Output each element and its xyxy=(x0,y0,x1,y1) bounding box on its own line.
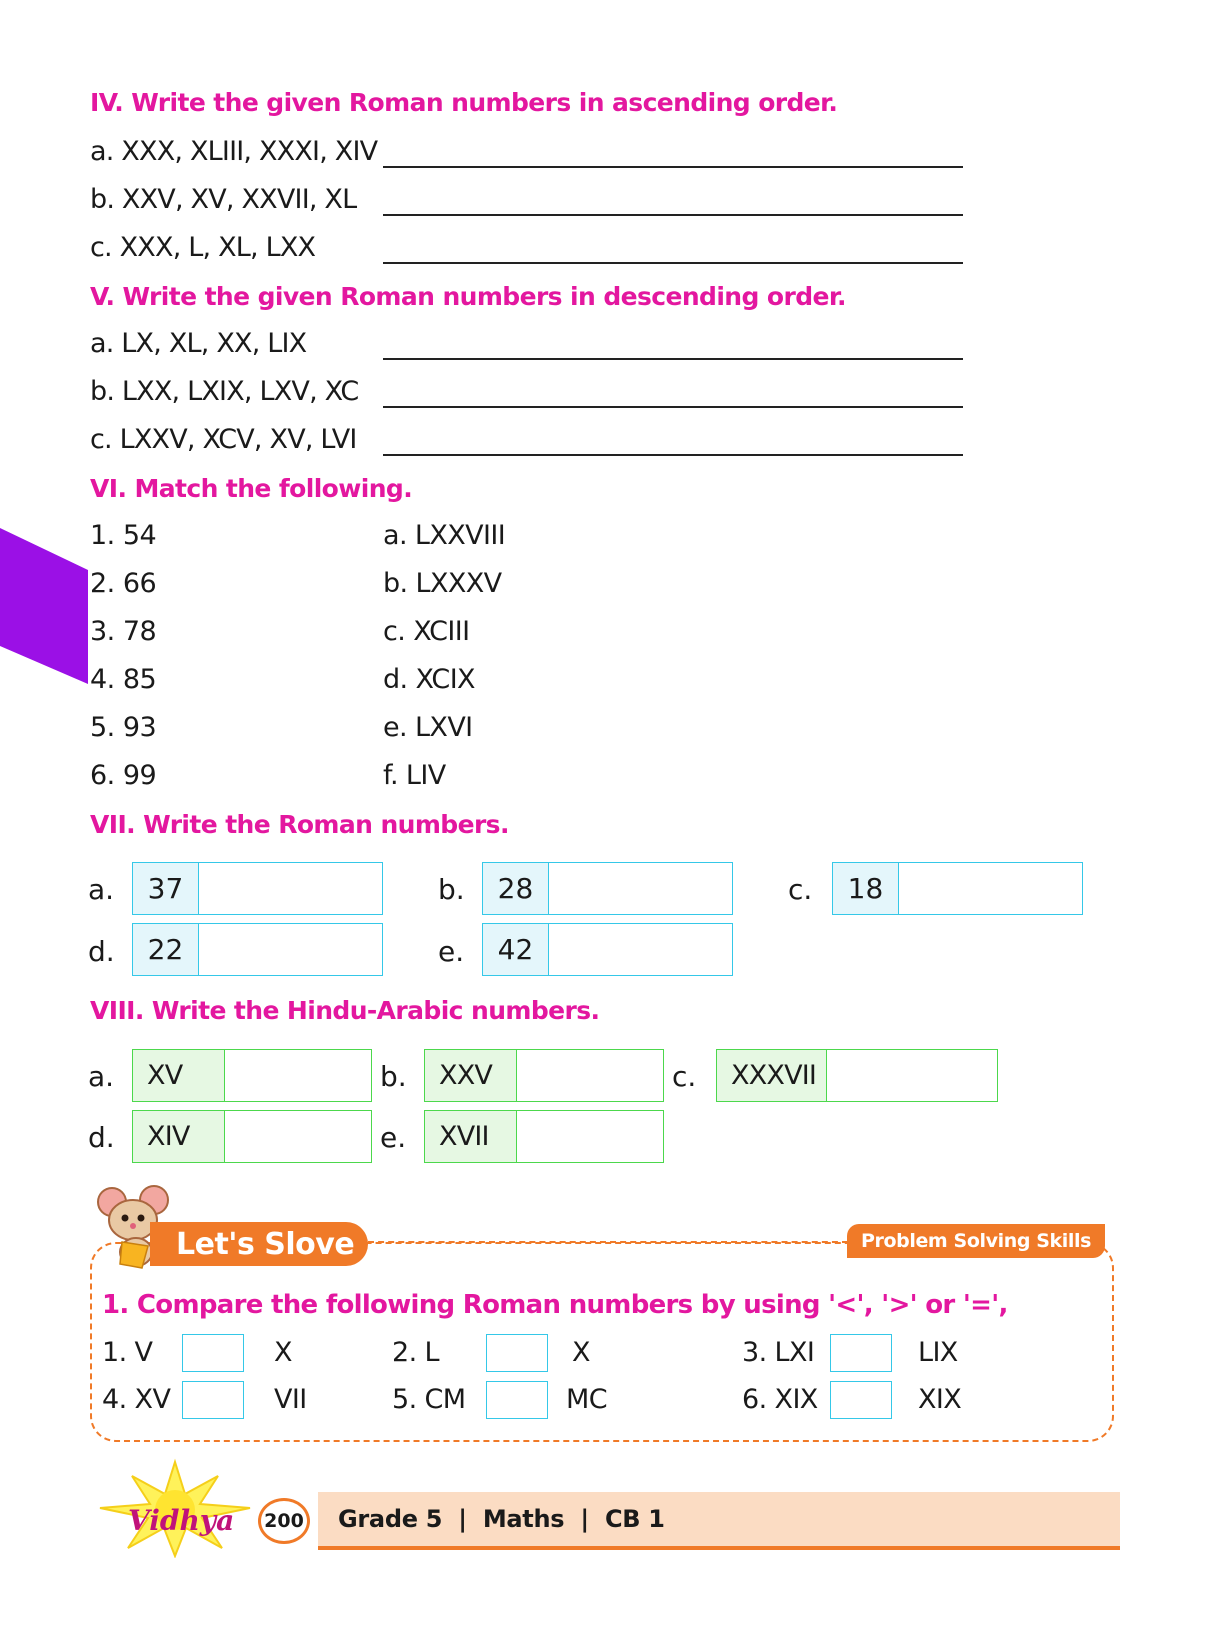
roman-answer-box xyxy=(482,923,733,976)
answer-field[interactable] xyxy=(827,1050,997,1101)
answer-line[interactable] xyxy=(383,454,963,456)
match-left-item: 2. 66 xyxy=(90,568,157,599)
compare-left: 4. XV xyxy=(102,1384,171,1415)
hindu-arabic-item-label: b. xyxy=(380,1060,407,1093)
given-roman: XXXVII xyxy=(717,1050,827,1101)
roman-answer-box xyxy=(832,862,1083,915)
book-info: Grade 5 | Maths | CB 1 xyxy=(338,1505,665,1533)
answer-field[interactable] xyxy=(549,924,732,975)
page-number: 200 xyxy=(264,1510,304,1532)
given-roman: XVII xyxy=(425,1111,517,1162)
roman-answer-box xyxy=(132,862,383,915)
hindu-arabic-item-label: a. xyxy=(88,1060,115,1093)
section-v-heading: V. Write the given Roman numbers in descending order. xyxy=(90,282,846,311)
hindu-arabic-item-label: e. xyxy=(380,1121,407,1154)
answer-field[interactable] xyxy=(225,1111,371,1162)
roman-answer-box xyxy=(482,862,733,915)
given-number: 18 xyxy=(833,863,899,914)
answer-line[interactable] xyxy=(383,358,963,360)
lets-solve-connector-line xyxy=(368,1241,848,1243)
compare-answer-box[interactable] xyxy=(486,1381,548,1419)
given-number: 42 xyxy=(483,924,549,975)
section-v-item-c: c. LXXV, XCV, XV, LVI xyxy=(90,424,357,455)
section-iv-heading: IV. Write the given Roman numbers in ascending order. xyxy=(90,88,838,117)
given-roman: XIV xyxy=(133,1111,225,1162)
compare-right: VII xyxy=(274,1384,307,1415)
match-right-item: e. LXVI xyxy=(383,712,473,743)
answer-line[interactable] xyxy=(383,406,963,408)
answer-line[interactable] xyxy=(383,262,963,264)
compare-right: MC xyxy=(566,1384,607,1415)
section-iv-item-a: a. XXX, XLIII, XXXI, XIV xyxy=(90,136,378,167)
section-iv-item-b: b. XXV, XV, XXVII, XL xyxy=(90,184,357,215)
hindu-arabic-item-label: c. xyxy=(672,1060,697,1093)
compare-left: 1. V xyxy=(102,1337,153,1368)
section-vii-heading: VII. Write the Roman numbers. xyxy=(90,810,509,839)
compare-answer-box[interactable] xyxy=(486,1334,548,1372)
given-number: 22 xyxy=(133,924,199,975)
given-roman: XV xyxy=(133,1050,225,1101)
lets-solve-title-tab xyxy=(150,1222,368,1266)
compare-question: 1. Compare the following Roman numbers by using '<', '>' or '=', xyxy=(102,1290,1008,1320)
given-number: 37 xyxy=(133,863,199,914)
hindu-arabic-answer-box xyxy=(716,1049,998,1102)
roman-answer-box xyxy=(132,923,383,976)
match-right-item: a. LXXVIII xyxy=(383,520,506,551)
roman-item-label: a. xyxy=(88,873,115,906)
match-right-item: d. XCIX xyxy=(383,664,475,695)
compare-left: 2. L xyxy=(392,1337,439,1368)
section-viii-heading: VIII. Write the Hindu-Arabic numbers. xyxy=(90,996,600,1025)
compare-right: LIX xyxy=(918,1337,958,1368)
given-roman: XXV xyxy=(425,1050,517,1101)
match-left-item: 4. 85 xyxy=(90,664,157,695)
hindu-arabic-answer-box xyxy=(132,1049,372,1102)
answer-field[interactable] xyxy=(899,863,1082,914)
side-tab-decoration xyxy=(0,528,90,688)
footer-bar xyxy=(318,1492,1120,1550)
compare-answer-box[interactable] xyxy=(182,1381,244,1419)
compare-right: X xyxy=(572,1337,590,1368)
match-left-item: 1. 54 xyxy=(90,520,157,551)
roman-item-label: d. xyxy=(88,935,115,968)
compare-left: 5. CM xyxy=(392,1384,466,1415)
answer-line[interactable] xyxy=(383,214,963,216)
match-right-item: b. LXXXV xyxy=(383,568,502,599)
section-v-item-a: a. LX, XL, XX, LIX xyxy=(90,328,307,359)
section-vi-heading: VI. Match the following. xyxy=(90,474,413,503)
match-left-item: 3. 78 xyxy=(90,616,157,647)
match-right-item: f. LIV xyxy=(383,760,446,791)
compare-right: X xyxy=(274,1337,292,1368)
hindu-arabic-answer-box xyxy=(424,1049,664,1102)
compare-answer-box[interactable] xyxy=(830,1334,892,1372)
roman-item-label: c. xyxy=(788,873,813,906)
hindu-arabic-answer-box xyxy=(132,1110,372,1163)
answer-field[interactable] xyxy=(549,863,732,914)
lets-solve-title: Let's Slove xyxy=(176,1226,355,1262)
match-right-item: c. XCIII xyxy=(383,616,470,647)
given-number: 28 xyxy=(483,863,549,914)
compare-left: 6. XIX xyxy=(742,1384,818,1415)
match-left-item: 5. 93 xyxy=(90,712,157,743)
section-v-item-b: b. LXX, LXIX, LXV, XC xyxy=(90,376,359,407)
vidhya-logo-text: Vidhya xyxy=(128,1504,235,1537)
compare-left: 3. LXI xyxy=(742,1337,815,1368)
answer-field[interactable] xyxy=(517,1111,663,1162)
answer-field[interactable] xyxy=(199,924,382,975)
answer-line[interactable] xyxy=(383,166,963,168)
match-left-item: 6. 99 xyxy=(90,760,157,791)
problem-solving-badge xyxy=(847,1224,1105,1258)
page-number-badge xyxy=(258,1498,310,1544)
problem-solving-label: Problem Solving Skills xyxy=(860,1230,1092,1252)
compare-right: XIX xyxy=(918,1384,962,1415)
answer-field[interactable] xyxy=(225,1050,371,1101)
roman-item-label: e. xyxy=(438,935,465,968)
roman-item-label: b. xyxy=(438,873,465,906)
compare-answer-box[interactable] xyxy=(182,1334,244,1372)
hindu-arabic-item-label: d. xyxy=(88,1121,115,1154)
section-iv-item-c: c. XXX, L, XL, LXX xyxy=(90,232,316,263)
hindu-arabic-answer-box xyxy=(424,1110,664,1163)
answer-field[interactable] xyxy=(199,863,382,914)
compare-answer-box[interactable] xyxy=(830,1381,892,1419)
answer-field[interactable] xyxy=(517,1050,663,1101)
